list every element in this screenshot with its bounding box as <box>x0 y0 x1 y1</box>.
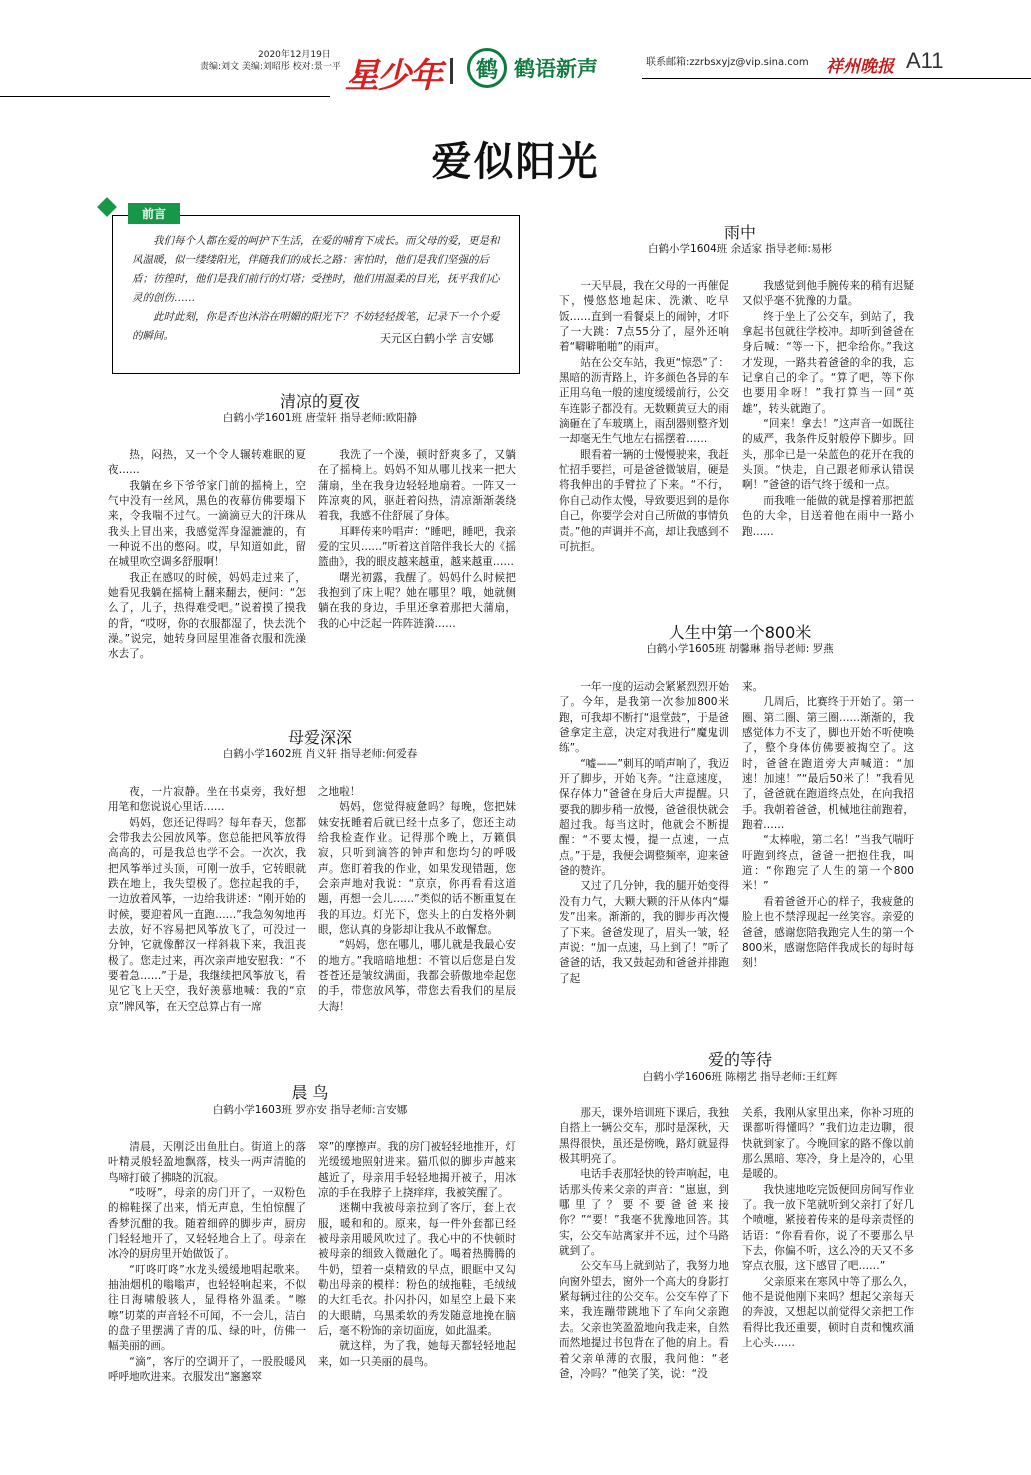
paragraph: 夜，一片寂静。坐在书桌旁，我好想用笔和您说说心里话…… <box>108 786 306 814</box>
article-title: 清凉的夏夜 <box>279 392 360 411</box>
paragraph: 而我唯一能做的就是撑着那把蓝色的大伞，目送着他在雨中一路小跑…… <box>742 494 914 538</box>
editor-credits: 责编:刘文 美编:刘昭彤 校对:景一平 <box>200 62 341 72</box>
preface-tag: 前言 <box>128 203 180 224</box>
article-byline: 白鹤小学1604班 余适家 指导老师:易彬 <box>648 243 832 255</box>
paragraph: “嘘——”刺耳的哨声响了，我迈开了脚步，开始飞奔。“注意速度，保存体力”爸爸在身后大声提醒。只要我的脚步稍一放慢，爸爸很快就会超过我。每当这时，他就会不断提醒：“不要太慢，提一点速，一点点。”于是，我便会调整频率，迎来爸爸的赞许。 <box>559 757 729 878</box>
logo-divider <box>450 58 453 84</box>
article-column <box>559 1106 729 1382</box>
article-column <box>108 785 306 1015</box>
paragraph: 公交车马上就到站了，我努力地向窗外望去，窗外一个高大的身影打紧每辆过往的公交车。公交车停了下来，我连蹦带跳地下了车向父亲跑去。父亲也笑盈盈地向我走来，自然而然地提过书包背在了他的肩上。看着父亲单薄的衣服，我问他：“老爸，冷吗？”他笑了笑，说：“没 <box>559 1260 729 1380</box>
issue-date: 2020年12月19日 <box>258 50 331 60</box>
article-title: 母爱深深 <box>287 728 352 747</box>
paragraph: 看着爸爸开心的样子，我疲惫的脸上也不禁浮现起一丝笑容。亲爱的爸爸，感谢您陪我跑完人生的第一个800米，感谢您陪伴我成长的每时每刻！ <box>742 895 914 970</box>
header-rule-right <box>642 78 1031 79</box>
paragraph: 热，闷热，又一个令人辗转难眠的夏夜…… <box>108 449 306 477</box>
page-title: 爱似阳光 <box>431 138 600 185</box>
paragraph: 一年一度的运动会紧紧烈烈开始了。今年，是我第一次参加800米跑，可我却不断打“退堂鼓”，于是爸爸拿定主意，决定对我进行“魔鬼训练”。 <box>559 681 729 755</box>
paragraph: 窣”的摩擦声。我的房门被轻轻地推开，灯光缓缓地照射进来。猫爪似的脚步声越来越近了，母亲用手轻轻地揭开被子，用冰凉的手在我脖子上挠痒痒，我被笑醒了。 <box>318 1141 516 1200</box>
paragraph: 电话手表那轻快的铃声响起，电话那头传来父亲的声音：“崽崽，到哪里了？要不要爸爸来接你？”“要！”我毫不犹豫地回答。其实，公交车站离家并不远，过个马路就到了。 <box>559 1168 729 1258</box>
article-title: 爱的等待 <box>707 1050 772 1069</box>
article-column <box>742 1106 914 1352</box>
paragraph: 耳畔传来吟唱声：“睡吧，睡吧，我亲爱的宝贝……”听着这首陪伴我长大的《摇篮曲》，我的眼皮越来越重，越来越重…… <box>318 525 516 569</box>
paragraph: 我快速地吃完饭便回房间写作业了。我一放下笔就听到父亲打了好几个喷嚏，紧接着传来的是母亲责怪的话语：“你看看你，说了不要那么早下去，你偏不听，这么冷的天又不多穿点衣服，这下感冒了吧……” <box>742 1183 914 1273</box>
paragraph: 又过了几分钟，我的腿开始变得没有力气，大颗大颗的汗从体内“爆发”出来。渐渐的，我的脚步再次慢了下来。爸爸发现了，眉头一皱，轻声说：“加一点速，马上到了！”听了爸爸的话，我又鼓起劲和爸爸并排跑了起 <box>559 880 729 985</box>
article-column <box>318 448 516 632</box>
paragraph: 来。 <box>742 681 764 693</box>
paragraph: 站在公交车站，我更“惊恐”了：黑暗的沥青路上，许多颜色各异的车正用乌龟一般的速度缓缓前行，公交车连影子都没有。无数颗黄豆大的雨滴砸在了车玻璃上，雨刮器则整齐划一却毫无生气地左右摇摆着…… <box>559 356 729 446</box>
paragraph: “妈妈，您在哪儿，哪儿就是我最心安的地方。”我暗暗地想：不管以后您是白发苍苍还是皱纹满面，我都会骄傲地牵起您的手，带您放风筝，带您去看我们的星辰大海！ <box>318 939 516 1013</box>
article-byline: 白鹤小学1603班 罗亦安 指导老师:言安娜 <box>212 1104 408 1116</box>
paragraph: 几周后，比赛终于开始了。第一圈、第二圈、第三圈……渐渐的，我感觉体力不支了，脚也开始不听使唤了，整个身体仿佛要被掏空了。这时，爸爸在跑道旁大声喊道：“加速！加速！”“最后50米了！”我看见了，爸爸就在跑道终点处，在向我招手。我朝着爸爸，机械地往前跑着，跑着…… <box>742 696 914 832</box>
paragraph: “滴”，客厅的空调开了，一股股暖风呼呼地吹进来。衣服发出“窸窸窣 <box>108 1355 306 1384</box>
preface-signature: 天元区白鹤小学 言安娜 <box>380 332 494 345</box>
paragraph: 眼看着一辆的士慢慢驶来，我赶忙招手要拦，可是爸爸微皱眉，硬是将我伸出的手臂拉了下来。“不行，你自己动作太慢，导致要迟到的是你自己，你要学会对自己所做的事情负责。”他的声调并不高，却让我感到不可抗拒。 <box>559 448 729 553</box>
newspaper-name: 祥州晚报 <box>826 57 894 77</box>
preface-paragraph: 我们每个人都在爱的呵护下生活，在爱的哺育下成长。而父母的爱，更是和风温暖，似一缕缕阳光，伴随我们的成长之路：害怕时，他们是我们坚强的后盾；彷徨时，他们是我们前行的灯塔；受挫时，他们用温柔的目光，抚平我们心灵的创伤…… <box>132 235 500 304</box>
paragraph: 曙光初露，我醒了。妈妈什么时候把我抱到了床上呢？她在哪里？哦，她就侧躺在我的身边，手里还拿着那把大蒲扇，我的心中泛起一阵阵涟漪…… <box>318 571 516 630</box>
paragraph: 我躺在乡下爷爷家门前的摇椅上，空气中没有一丝风，黑色的夜幕仿佛要塌下来，令我喘不过气。一滴滴豆大的汗珠从我头上冒出来，我感觉浑身湿漉漉的，有一种说不出的憋闷。哎，早知道如此，留在城里吹空调多舒服啊！ <box>108 479 306 569</box>
article-column <box>108 448 306 663</box>
paragraph: 我洗了一个澡，顿时舒爽多了，又躺在了摇椅上。妈妈不知从哪儿找来一把大蒲扇，坐在我身边轻轻地扇着。一阵又一阵凉爽的风，驱赶着闷热，清凉渐渐袭绕着我，我感不住舒展了身体。 <box>318 449 516 523</box>
article-column <box>742 279 914 540</box>
header-rule-left <box>0 96 330 97</box>
paragraph: 我正在感叹的时候，妈妈走过来了，她看见我躺在摇椅上翻来翻去，便问：“怎么了，儿子，热得难受吧。”说着摸了摸我的背，“哎呀，你的衣服都湿了，快去洗个澡。”说完，她转身回屋里准备衣服和洗澡水去了。 <box>108 571 306 661</box>
paragraph: 终于坐上了公交车，到站了，我拿起书包就往学校冲。却听到爸爸在身后喊：“等一下，把伞给你。”我这才发现，一路共着爸爸的伞的我，忘记拿自己的伞了。“算了吧，等下你也要用伞呀！”我打算当一回“英雄”，转头就跑了。 <box>742 310 914 415</box>
article-column <box>559 680 729 987</box>
paragraph: “回来！拿去！”这声音一如既往的威严，我条件反射般停下脚步。回头，那伞已是一朵蓝色的花开在我的头顶。“快走，自己跟老师承认错误啊！”爸爸的语气终于缓和一点。 <box>742 418 914 492</box>
article-byline: 白鹤小学1606班 陈栩艺 指导老师:王红辉 <box>642 1071 838 1083</box>
paragraph: 关系，我刚从家里出来，你补习班的课都听得懂吗？”我们边走边聊，很快就到家了。今晚回家的路不像以前那么黑暗、寒冷，身上是冷的，心里是暖的。 <box>742 1107 914 1181</box>
paragraph: 妈妈，您还记得吗？每年春天，您都会带我去公园放风筝。您总能把风筝放得高高的，可是我总也学不会。一次次，我把风筝举过头顶，可刚一放手，它转眼就跌在地上，我失望极了。您拉起我的手，一边放着风筝，一边给我讲述：“刚开始的时候，要迎着风一直跑……”我急匆匆地再去放，好不容易把风筝放飞了，可没过一分钟，它就像醉汉一样斜栽下来，我沮丧极了。您走过来，再次亲声地安慰我：“不要着急……”于是，我继续把风筝放飞，看见它飞上天空，我好羡慕地喊：我的“京京”牌风筝，在天空总算占有一席 <box>108 816 306 1013</box>
article-column <box>318 785 516 1015</box>
paragraph: 妈妈，您觉得疲惫吗？每晚，您把妹妹安抚睡着后就已经十点多了，您还主动给我检查作业。记得那个晚上，万籁俱寂，只听到滴答的钟声和您均匀的呼吸声。您盯着我的作业，如果发现错题，您会亲声地对我说：“京京，你再看看这道题，再想一会儿……”类似的话不断重复在我的耳边。灯光下，您头上的白发格外刺眼，您认真的身影却让我从不敢懈怠。 <box>318 801 516 937</box>
pencil-icon <box>97 197 117 217</box>
article-column <box>318 1140 516 1370</box>
page-number: A11 <box>906 48 944 73</box>
article-byline: 白鹤小学1602班 肖义轩 指导老师:何爱春 <box>222 748 418 760</box>
article-byline: 白鹤小学1601班 唐莹轩 指导老师:欧阳静 <box>222 412 418 424</box>
paragraph: “太棒啦，第二名！”当我气喘吁吁跑到终点，爸爸一把抱住我，叫道：“你跑完了人生的第一个800米！” <box>742 834 914 893</box>
star-youth-logo: 星少年 <box>345 56 441 96</box>
article-title: 人生中第一个800米 <box>668 623 812 642</box>
article-column <box>108 1140 306 1386</box>
paragraph: “叮咚叮咚”水龙头缓缓地唱起歌来。抽油烟机的嗡嗡声，也轻轻响起来，不似往日海啸般骇人，显得格外温柔。“嚓嚓”切菜的声音轻不可闻，不一会儿，洁白的盘子里摆满了青的瓜、绿的叶，仿佛一幅美丽的画。 <box>108 1263 306 1353</box>
preface-paragraph: 此时此刻，你是否也沐浴在明媚的阳光下？不妨轻轻拨笔，记录下一个个爱的瞬间。 <box>132 311 500 342</box>
section-name: 鹤语新声 <box>514 57 598 81</box>
paragraph: 迷糊中我被母亲拉到了客厅，套上衣服，暖和和的。原来，每一件外套都已经被母亲用暖风吹过了。我心中的不快顿时被母亲的细致入微融化了。喝着热腾腾的牛奶，望着一桌精致的早点，眼眶中又勾勒出母亲的模样：粉色的绒拖鞋，毛绒绒的大红毛衣。扑闪扑闪，如星空上最下来的大眼睛，乌黑柔软的秀发随意地挽在脑后，毫不粉饰的亲切面庞，如此温柔。 <box>318 1202 516 1338</box>
preface-body <box>132 232 500 346</box>
article-column <box>742 680 914 972</box>
paragraph: 那天，课外培训班下课后，我独自搭上一辆公交车，那时是深秋，天黑得很快，虽还是傍晚，路灯就显得极其明亮了。 <box>559 1107 729 1166</box>
paragraph: 之地啦！ <box>318 786 361 798</box>
contact-email: 联系邮箱:zzrbsxyjz@vip.sina.com <box>646 57 809 68</box>
paragraph: 父亲原来在寒风中等了那么久，他不是说他刚下来吗？想起父亲每天的奔波，又想起以前觉得父亲把工作看得比我还重要，顿时自责和愧疚涌上心头…… <box>742 1275 914 1350</box>
paragraph: 清晨，天刚泛出鱼肚白。街道上的落叶精灵般轻盈地飘落，枝头一两声清脆的鸟啼打破了拂晓的沉寂。 <box>108 1141 306 1184</box>
paragraph: 就这样，为了我，她每天都轻轻地起来，如一只美丽的晨鸟。 <box>318 1340 516 1368</box>
article-column <box>559 279 729 555</box>
article-title: 晨 鸟 <box>291 1083 329 1102</box>
article-title: 雨中 <box>723 223 756 242</box>
crane-logo-icon: 鹤 <box>467 48 507 88</box>
paragraph: 我感觉到他手腕传来的稍有迟疑又似乎毫不犹豫的力量。 <box>742 280 914 308</box>
paragraph: “吱呀”，母亲的房门开了，一双粉色的棉鞋探了出来，悄无声息，生怕惊醒了香梦沉酣的我。随着细碎的脚步声，厨房门轻轻地开了，又轻轻地合上了。母亲在冰冷的厨房里开始做饭了。 <box>108 1187 306 1261</box>
article-byline: 白鹤小学1605班 胡馨琳 指导老师: 罗燕 <box>646 643 834 655</box>
paragraph: 一天早晨，我在父母的一再催促下，慢悠悠地起床、洗漱、吃早饭……直到一看餐桌上的闹钟，才吓了一大跳：7点55分了，屋外还响着“噼噼啪啪”的雨声。 <box>559 280 729 354</box>
